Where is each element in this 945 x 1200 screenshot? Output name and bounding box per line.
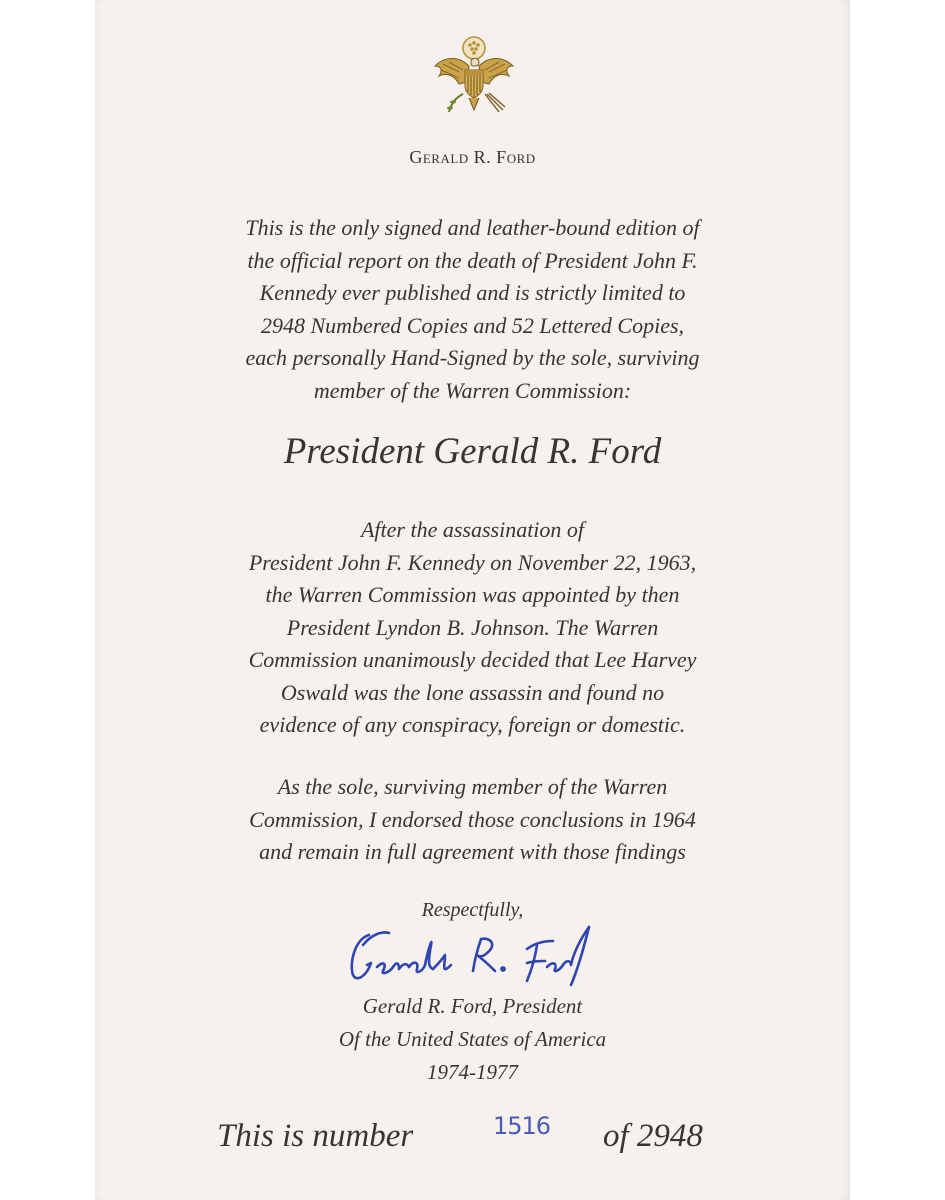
paragraph-line: Commission unanimously decided that Lee Harvey — [248, 647, 697, 672]
paragraph-line: and remain in full agreement with those findings — [259, 839, 686, 864]
paragraph-line: the Warren Commission was appointed by then — [265, 582, 680, 607]
commission-paragraph — [95, 514, 850, 742]
paragraph-line: Commission, I endorsed those conclusions in 1964 — [249, 806, 696, 832]
intro-line: 2948 Numbered Copies and 52 Lettered Copies, — [260, 312, 685, 338]
signature-block — [95, 990, 850, 1089]
paragraph-line: As the sole, surviving member of the Warren — [277, 774, 668, 799]
edition-handwritten-number: 1516 — [493, 1112, 551, 1140]
header-name: Gerald R. Ford — [409, 147, 536, 167]
document-page — [95, 0, 850, 1200]
intro-line: This is the only signed and leather-bound edition of — [245, 215, 700, 240]
handwritten-signature — [341, 905, 611, 995]
signature-line: 1974-1977 — [427, 1060, 518, 1084]
edition-prefix: This is number — [217, 1118, 414, 1154]
endorsement-paragraph — [95, 771, 850, 869]
closing-salutation: Respectfully, — [421, 899, 524, 921]
intro-line: each personally Hand-Signed by the sole, surviving — [245, 345, 700, 370]
left-margin — [0, 0, 95, 1200]
edition-suffix: of 2948 — [603, 1118, 703, 1154]
intro-line: member of the Warren Commission: — [313, 377, 632, 403]
presidential-eagle-seal-icon — [429, 32, 519, 124]
paragraph-line: President Lyndon B. Johnson. The Warren — [286, 614, 659, 640]
signature-line: Of the United States of America — [338, 1027, 607, 1051]
intro-paragraph — [95, 212, 850, 407]
intro-line: Kennedy ever published and is strictly limited to — [259, 280, 686, 305]
featured-name: President Gerald R. Ford — [283, 431, 662, 472]
paragraph-line: evidence of any conspiracy, foreign or domestic. — [259, 712, 686, 737]
right-margin — [850, 0, 945, 1200]
paragraph-line: Oswald was the lone assassin and found no — [280, 679, 665, 705]
paragraph-line: After the assassination of — [360, 517, 585, 542]
paragraph-line: President John F. Kennedy on November 22, 1963, — [248, 549, 697, 575]
intro-line: the official report on the death of President John F. — [247, 247, 698, 273]
signature-line: Gerald R. Ford, President — [362, 994, 583, 1018]
